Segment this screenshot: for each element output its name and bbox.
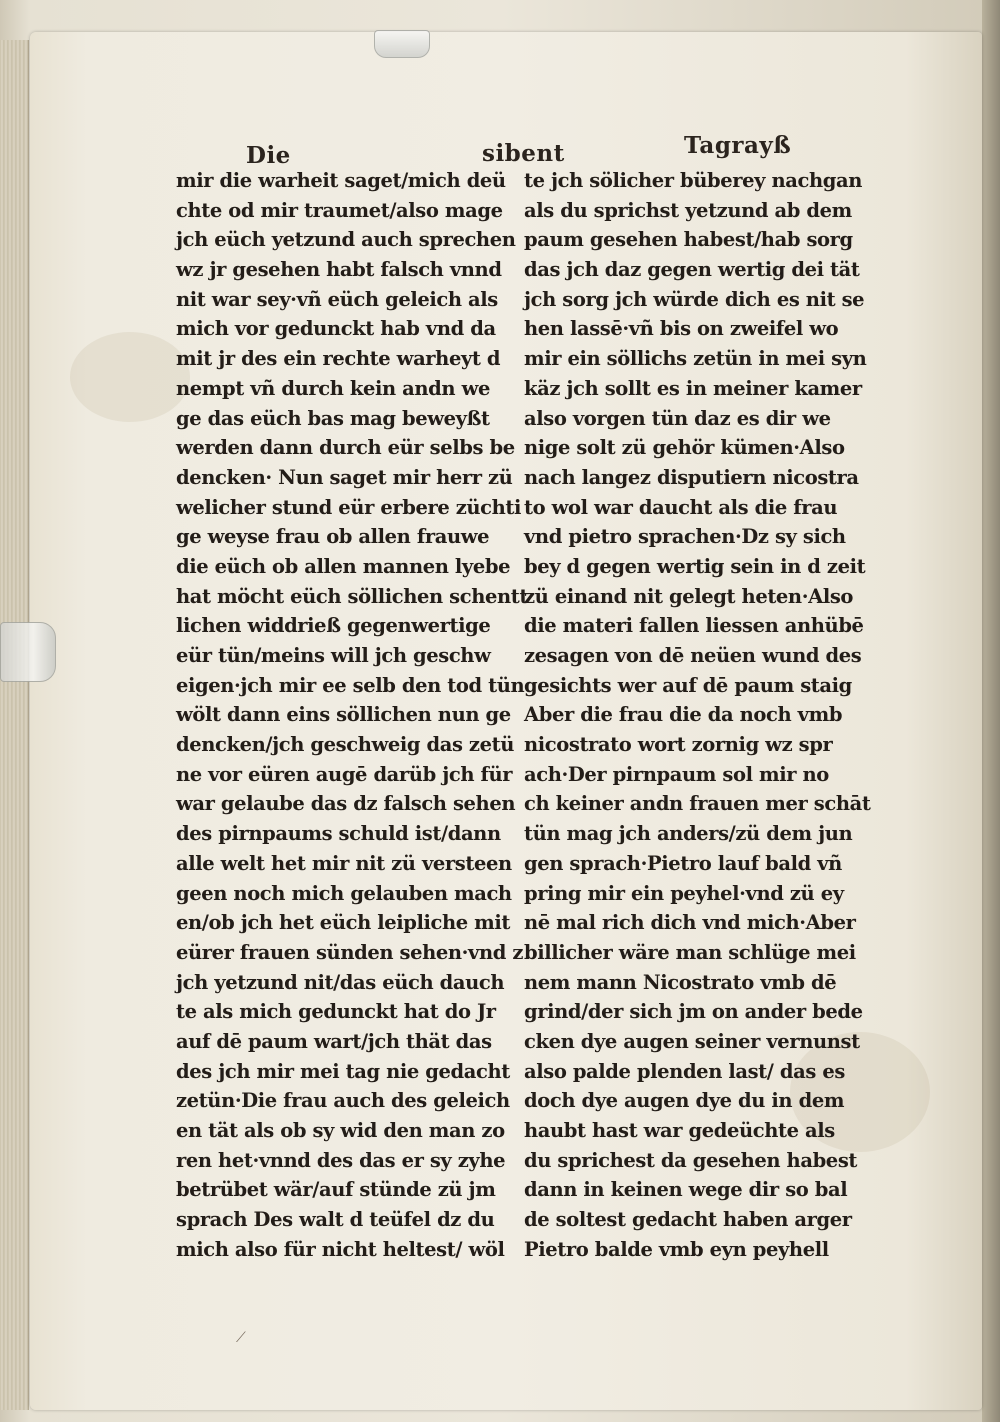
text-line: das jch daz gegen wertig dei tät [524,258,860,282]
page-stack-edge [0,40,29,1410]
text-line: eigen·jch mir ee selb den tod tün [176,673,525,697]
text-line: also vorgen tün daz es dir we [524,406,831,430]
text-line: werden dann durch eür selbs be [176,436,515,460]
text-line: Aber die frau die da noch vmb [524,703,843,727]
text-line: grind/der sich jm on ander bede [524,1000,863,1024]
text-line: gen sprach·Pietro lauf bald vñ [524,851,842,875]
text-line: nicostrato wort zornig wz spr [524,733,833,757]
text-line: jch eüch yetzund auch sprechen [176,228,516,252]
text-line: Pietro balde vmb eyn peyhell [524,1237,829,1261]
paper-stain [70,332,190,422]
text-line: to wol war daucht als die frau [524,495,838,519]
page-clip-top [374,30,430,58]
text-line: mir ein söllichs zetün in mei syn [524,347,867,371]
text-line: hat möcht eüch söllichen schentt [176,584,528,608]
right-text-column [524,166,871,1264]
text-line: mich vor gedunckt hab vnd da [176,317,496,341]
text-line: te als mich gedunckt hat do Jr [176,1000,496,1024]
text-line: ge weyse frau ob allen frauwe [176,525,490,549]
page-clip-left [0,622,56,682]
text-line: te jch sölicher büberey nachgan [524,169,862,192]
text-line: zü einand nit gelegt heten·Also [524,584,854,608]
text-line: lichen widdrieß gegenwertige [176,614,491,638]
text-line: ren het·vnnd des das er sy zyhe [176,1148,506,1172]
text-line: jch sorg jch würde dich es nit se [524,287,865,311]
text-line: tün mag jch anders/zü dem jun [524,822,853,846]
text-line: sprach Des walt d teüfel dz du [176,1208,495,1232]
text-line: dencken· Nun saget mir herr zü [176,465,513,489]
text-line: ge das eüch bas mag beweyßt [176,406,490,430]
text-line: nach langez disputiern nicostra [524,465,859,489]
text-line: vnd pietro sprachen·Dz sy sich [524,525,846,549]
header-center: sibent [482,140,565,167]
text-line: bey d gegen wertig sein in d zeit [524,554,866,578]
text-line: nit war sey·vñ eüch geleich als [176,287,498,311]
text-line: wölt dann eins söllichen nun ge [176,703,511,727]
text-line: als du sprichst yetzund ab dem [524,198,852,222]
text-line: welicher stund eür erbere züchti [176,495,522,519]
text-line: käz jch sollt es in meiner kamer [524,376,862,400]
text-line: des jch mir mei tag nie gedacht [176,1059,510,1083]
text-line: de soltest gedacht haben arger [524,1208,852,1232]
text-line: gesichts wer auf dē paum staig [524,673,852,697]
header-right: Tagrayß [684,132,792,159]
text-line: betrübet wär/auf stünde zü jm [176,1178,496,1202]
text-line: dann in keinen wege dir so bal [524,1178,848,1202]
text-line: ach·Der pirnpaum sol mir no [524,762,829,786]
text-line: war gelaube das dz falsch sehen [176,792,516,816]
text-line: chte od mir traumet/also mage [176,198,503,222]
text-line: nem mann Nicostrato vmb dē [524,970,837,994]
text-line: also palde plenden last/ das es [524,1059,845,1083]
text-line: mich also für nicht heltest/ wöl [176,1237,505,1261]
text-line: des pirnpaums schuld ist/dann [176,822,501,846]
text-line: en tät als ob sy wid den man zo [176,1119,505,1142]
text-line: jch yetzund nit/das eüch dauch [176,970,505,994]
text-line: haubt hast war gedeüchte als [524,1119,835,1142]
text-line: die eüch ob allen mannen lyebe [176,554,511,578]
text-line: billicher wäre man schlüge mei [524,940,856,964]
text-line: dencken/jch geschweig das zetü [176,733,515,757]
text-line: ch keiner andn frauen mer schāt [524,792,871,816]
text-line: zetün·Die frau auch des geleich [176,1089,510,1113]
pencil-mark: ⟋ [236,1330,246,1346]
text-line: geen noch mich gelauben mach [176,881,512,905]
text-line: hen lassē·vñ bis on zweifel wo [524,317,839,341]
text-line: die materi fallen liessen anhübē [524,614,864,638]
text-line: en/ob jch het eüch leipliche mit [176,911,511,935]
text-line: eürer frauen sünden sehen·vnd z [176,940,524,964]
text-line: eür tün/meins will jch geschw [176,644,491,667]
right-shadow-edge [982,0,1000,1422]
text-line: paum gesehen habest/hab sorg [524,228,853,252]
text-line: doch dye augen dye du in dem [524,1089,845,1113]
text-line: alle welt het mir nit zü versteen [176,851,512,875]
text-line: ne vor eüren augē darüb jch für [176,762,513,786]
text-line: zesagen von dē neüen wund des [524,644,862,667]
text-line: mir die warheit saget/mich deü [176,169,506,192]
text-line: du sprichest da gesehen habest [524,1148,858,1172]
text-line: nē mal rich dich vnd mich·Aber [524,911,856,935]
left-text-column [176,166,528,1264]
text-line: cken dye augen seiner vernunst [524,1029,860,1053]
text-line: mit jr des ein rechte warheyt d [176,347,501,371]
text-line: pring mir ein peyhel·vnd zü ey [524,881,844,905]
text-line: auf dē paum wart/jch thät das [176,1029,492,1053]
text-line: nempt vñ durch kein andn we [176,376,490,400]
text-line: wz jr gesehen habt falsch vnnd [176,258,502,282]
text-line: nige solt zü gehör kümen·Also [524,436,845,460]
header-left: Die [246,142,291,169]
